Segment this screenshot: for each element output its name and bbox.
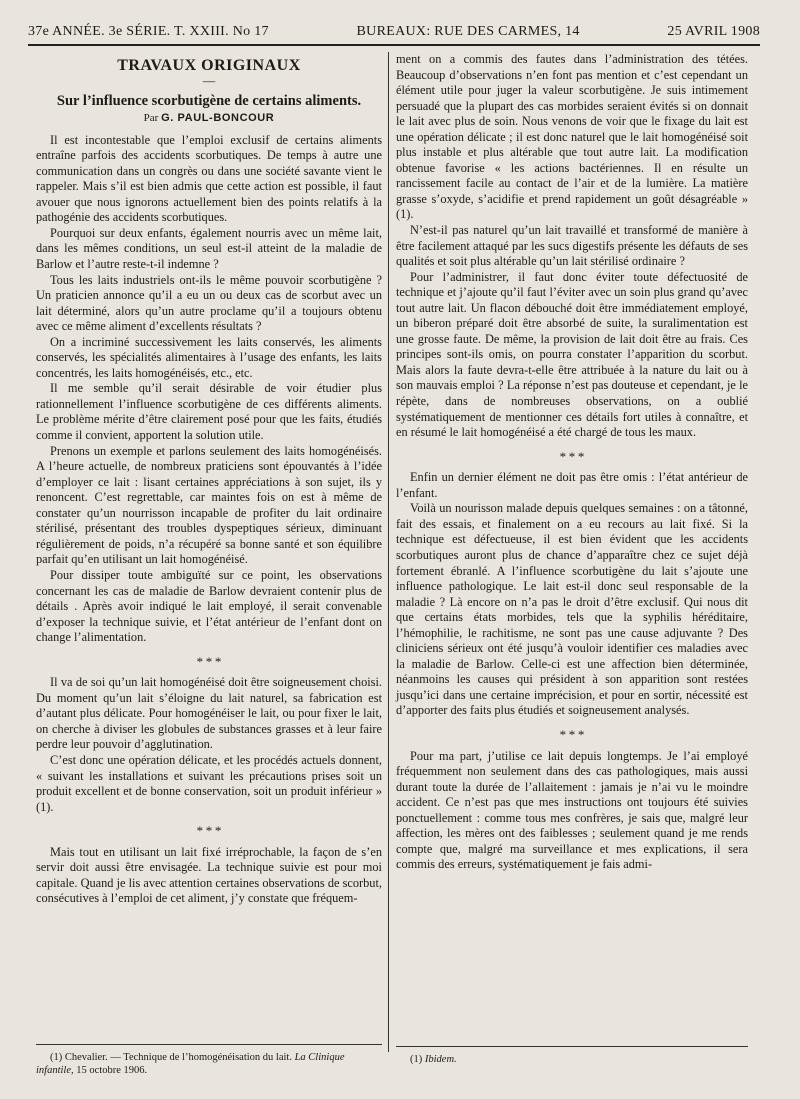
paragraph: ment on a commis des fautes dans l’administration des tétées. Beaucoup d’observations n’en font pas mention et c’est cependant un élément utile pour juger la valeur scorbutigène. Je suis intimement persuadé que la plupart des cas morbides seraient évités si on donnait le lait avec plus de soin. Nous venons de voir que le fixage du lait est une opération délicate ; il est donc naturel que le lait homogénéisé soit plus instable et plus altérable que tout autre lait. La modification obtenue favorise « les actions bactériennes. Il en résulte un rancissement facile au contact de l’air et de la lumière. La matière grasse s’oxyde, s’acidifie et prend rapidement un goût désagréable » (1). <box>396 52 748 222</box>
paragraph: Prenons un exemple et parlons seulement des laits homogénéisés. A l’heure actuelle, de nombreux praticiens sont épouvantés à l’idée d’employer ce lait : lisant certaines appréciations à son sujet, ils y renoncent. C’est regrettable, car maintes fois on est à même de constater qu’un nourrisson incapable de profiter du lait ordinaire stérilisé, présentant des troubles dyspeptiques sérieux, diminuant régulièrement de poids, n’a récupéré sa bonne santé et son équilibre parfait qu’en utilisant un lait homogénéisé. <box>36 443 382 567</box>
byline <box>36 111 382 127</box>
footnote-prefix: (1) Chevalier. — Technique de l’homogénéisation du lait. <box>50 1052 292 1063</box>
byline-prefix: Par <box>143 112 159 125</box>
footnote-rule <box>396 1046 748 1047</box>
footnote-prefix: (1) <box>410 1054 423 1065</box>
right-column <box>396 52 748 873</box>
paragraph: Il me semble qu’il serait désirable de voir étudier plus rationnellement l’influence scorbutigène de ces différents aliments. Le problème mérite d’être clairement posé pour que les faits, étudiés comme il convient, apportent la solution utile. <box>36 381 382 443</box>
paragraph: Il est incontestable que l’emploi exclusif de certains aliments entraîne parfois des accidents scorbutiques. De temps à autre une communication dans un congrès ou dans une société savante vient le rappeler. Mais s’il est bien admis que cette action est possible, il faut avouer que nous ignorons actuellement bien des points relatifs à la pathogénie des accidents scorbutiques. <box>36 132 382 225</box>
footnote-journal: La Clinique infantile, <box>36 1052 345 1076</box>
office-address: BUREAUX: RUE DES CARMES, 14 <box>356 24 580 39</box>
page-header <box>28 20 760 44</box>
section-separator: * * * <box>559 726 585 742</box>
paragraph: Enfin un dernier élément ne doit pas être omis : l’état antérieur de l’enfant. <box>396 470 748 500</box>
footnote-ref: Ibidem. <box>424 1054 457 1065</box>
footnote-date: 15 octobre 1906. <box>76 1065 148 1076</box>
footnote-text <box>396 1053 748 1066</box>
paragraph: N’est-il pas naturel qu’un lait travaillé et transformé de manière à être facilement attaqué par les sucs digestifs présente les défauts de ses qualités et soit plus altérable qu’un lait stérilisé ordinaire ? <box>396 223 748 269</box>
author-name: G. PAUL-BONCOUR <box>161 112 275 125</box>
paragraph: Voilà un nourisson malade depuis quelques semaines : on a tâtonné, fait des essais, et finalement on a eu recours au lait fixé. Si la technique est défectueuse, il est bien évident que les accidents scorbutiques auront plus de chance d’apparaître chez ce sujet déjà fortement ébranlé. A l’influence scorbutigène du lait s’ajoute une influence pathologique. Le lait est-il donc seul responsable de la maladie ? Là encore on n’a pas le droit d’être exclusif. Qui nous dit que certains états morbides, tels que la syphilis héréditaire, l’hémophilie, le rachitisme, ne sont pas une cause adjuvante ? Des cliniciens sérieux ont été jusqu’à vouloir identifier ces maladies avec la maladie de Barlow. Celle-ci est une affection bien déterminée, néanmoins les causes qui président à son apparition sont restées jusqu’ici dans une certaine imprécision, et pour en sortir, nécessité est d’apporter des faits plus étudiés et soigneusement analysés. <box>396 501 748 718</box>
footnote-text <box>36 1051 382 1077</box>
paragraph: On a incriminé successivement les laits conservés, les aliments conservés, les spécialités alimentaires à l’usage des enfants, les laits concentrés, les laits homogénéisés, etc., etc. <box>36 334 382 380</box>
paragraph: Tous les laits industriels ont-ils le même pouvoir scorbutigène ? Un praticien annonce qu’il a eu un ou deux cas de scorbut avec un lait déterminé, alors qu’un autre proclame qu’il a toujours obtenu avec ce même aliment d’excellents résultats ? <box>36 272 382 334</box>
paragraph: Pour l’administrer, il faut donc éviter toute défectuosité de technique et j’ajoute qu’il faut l’éviter avec un soin plus grand qu’avec tout autre lait. Un flacon débouché doit être immédiatement employé, un biberon préparé doit être absorbé de suite, la suralimentation est une grosse faute. De même, la provision de lait doit être au frais. Ces principes sont-ils omis, on pourra constater l’apparition du scorbut. Mais alors la faute devra-t-elle être attribuée à la nature du lait ou à son mauvais emploi ? La réponse n’est pas douteuse et cependant, je le répète, dans de nombreuses observations, on a oublié systématiquement de mentionner ces détails fort utiles à connaître, et en résumé le lait homogénéisé a été chargé de tous les maux. <box>396 269 748 440</box>
paragraph: Pour ma part, j’utilise ce lait depuis longtemps. Je l’ai employé fréquemment non seulement dans des cas pathologiques, mais aussi durant toute la durée de l’allaitement : jamais je n’ai vu le moindre accident. Ce n’est pas que mes instructions ont toujours été suivies ponctuellement : comme tous mes confrères, je sais que, malgré leur affection, les mères ont des faiblesses ; seulement quand je me rends compte que, malgré ma surveillance et mes explications, il sera commis des erreurs, systématiquement je fais admi- <box>396 748 748 872</box>
paragraph: C’est donc une opération délicate, et les procédés actuels donnent, « suivant les installations et suivant les précautions prises soit un produit excellent et de bonne conservation, soit un produit inférieur » (1). <box>36 752 382 814</box>
article-title: Sur l’influence scorbutigène de certains aliments. <box>56 92 362 109</box>
issue-date: 25 AVRIL 1908 <box>667 24 760 39</box>
right-footnote <box>396 1040 748 1066</box>
section-title: TRAVAUX ORIGINAUX <box>117 57 301 74</box>
paragraph: Mais tout en utilisant un lait fixé irréprochable, la façon de s’en servir doit aussi être envisagée. La technique suivie est pour moi capitale. Quand je lis avec attention certaines observations de scorbut, consécutives à l’emploi de cet aliment, j’y constate que fréquem- <box>36 844 382 906</box>
paragraph: Pour dissiper toute ambiguïté sur ce point, les observations concernant les cas de maladie de Barlow devraient contenir plus de détails . Après avoir indiqué le lait employé, il serait convenable d’exposer la technique suivie, et l’état antérieur de l’enfant dont on change l’alimentation. <box>36 567 382 645</box>
left-column <box>36 52 382 907</box>
paragraph: Pourquoi sur deux enfants, également nourris avec un même lait, dans les mêmes conditions, un seul est-il atteint de la maladie de Barlow et l’autre reste-t-il indemne ? <box>36 225 382 272</box>
paragraph: Il va de soi qu’un lait homogénéisé doit être soigneusement choisi. Du moment qu’un lait s’éloigne du lait naturel, sa fabrication est d’autant plus délicate. Pour homogénéiser le lait, ou pour fixer le lait, on cherche à diviser les globules de substances grasses et à leur faire perdre leur pouvoir d’agglutination. <box>36 675 382 752</box>
section-separator: * * * <box>559 448 585 464</box>
left-footnote <box>36 1038 382 1077</box>
title-dash: — <box>202 73 216 88</box>
header-rule <box>28 44 760 46</box>
issue-info: 37e ANNÉE. 3e SÉRIE. T. XXIII. No 17 <box>28 24 269 39</box>
section-separator: * * * <box>196 653 222 669</box>
column-divider <box>388 52 389 1052</box>
footnote-rule <box>36 1044 382 1045</box>
section-separator: * * * <box>196 823 222 839</box>
